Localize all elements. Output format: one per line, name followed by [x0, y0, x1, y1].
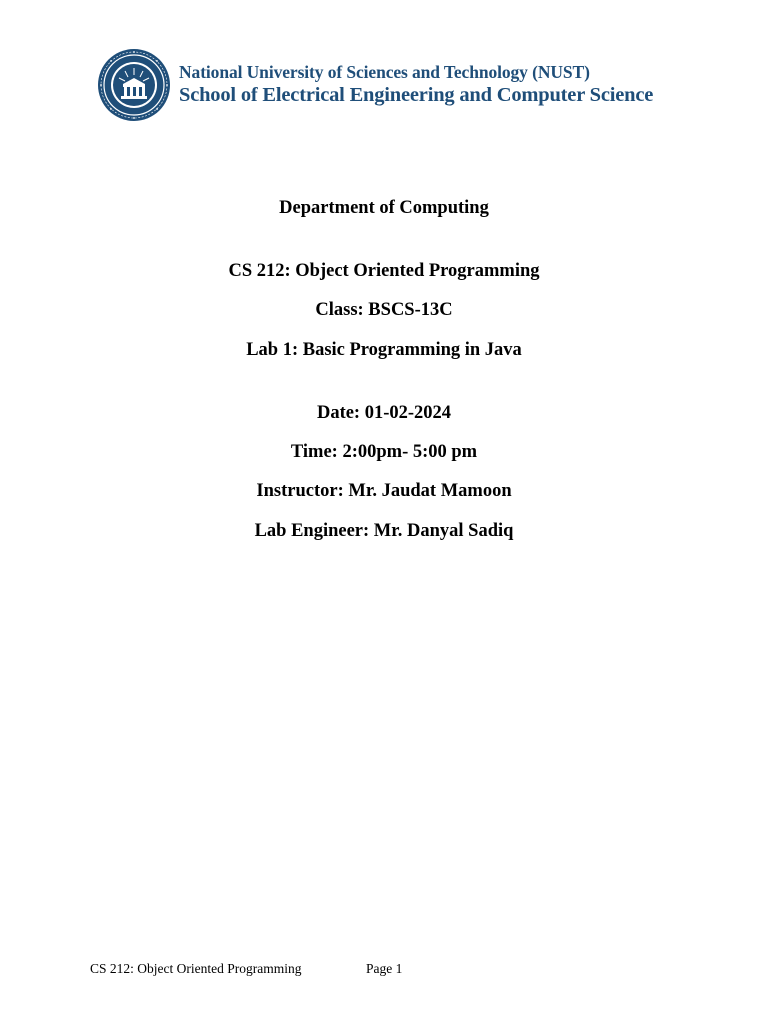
- school-name: School of Electrical Engineering and Computer Science: [179, 84, 654, 106]
- university-name: National University of Sciences and Technology (NUST): [179, 62, 590, 82]
- time-label: Time: 2:00pm- 5:00 pm: [290, 442, 478, 462]
- instructor-label: Instructor: Mr. Jaudat Mamoon: [256, 481, 512, 501]
- department-title: Department of Computing: [279, 198, 489, 218]
- class-label: Class: BSCS-13C: [315, 300, 453, 320]
- footer-page-number: Page 1: [366, 961, 403, 976]
- nust-seal-icon: [97, 48, 171, 122]
- header-titles: [179, 62, 653, 107]
- document-header: [97, 48, 697, 124]
- course-title: CS 212: Object Oriented Programming: [228, 261, 540, 281]
- date-label: Date: 01-02-2024: [316, 403, 452, 423]
- lab-engineer-label: Lab Engineer: Mr. Danyal Sadiq: [254, 521, 514, 541]
- footer-course-name: CS 212: Object Oriented Programming: [90, 961, 302, 976]
- lab-title: Lab 1: Basic Programming in Java: [246, 340, 522, 360]
